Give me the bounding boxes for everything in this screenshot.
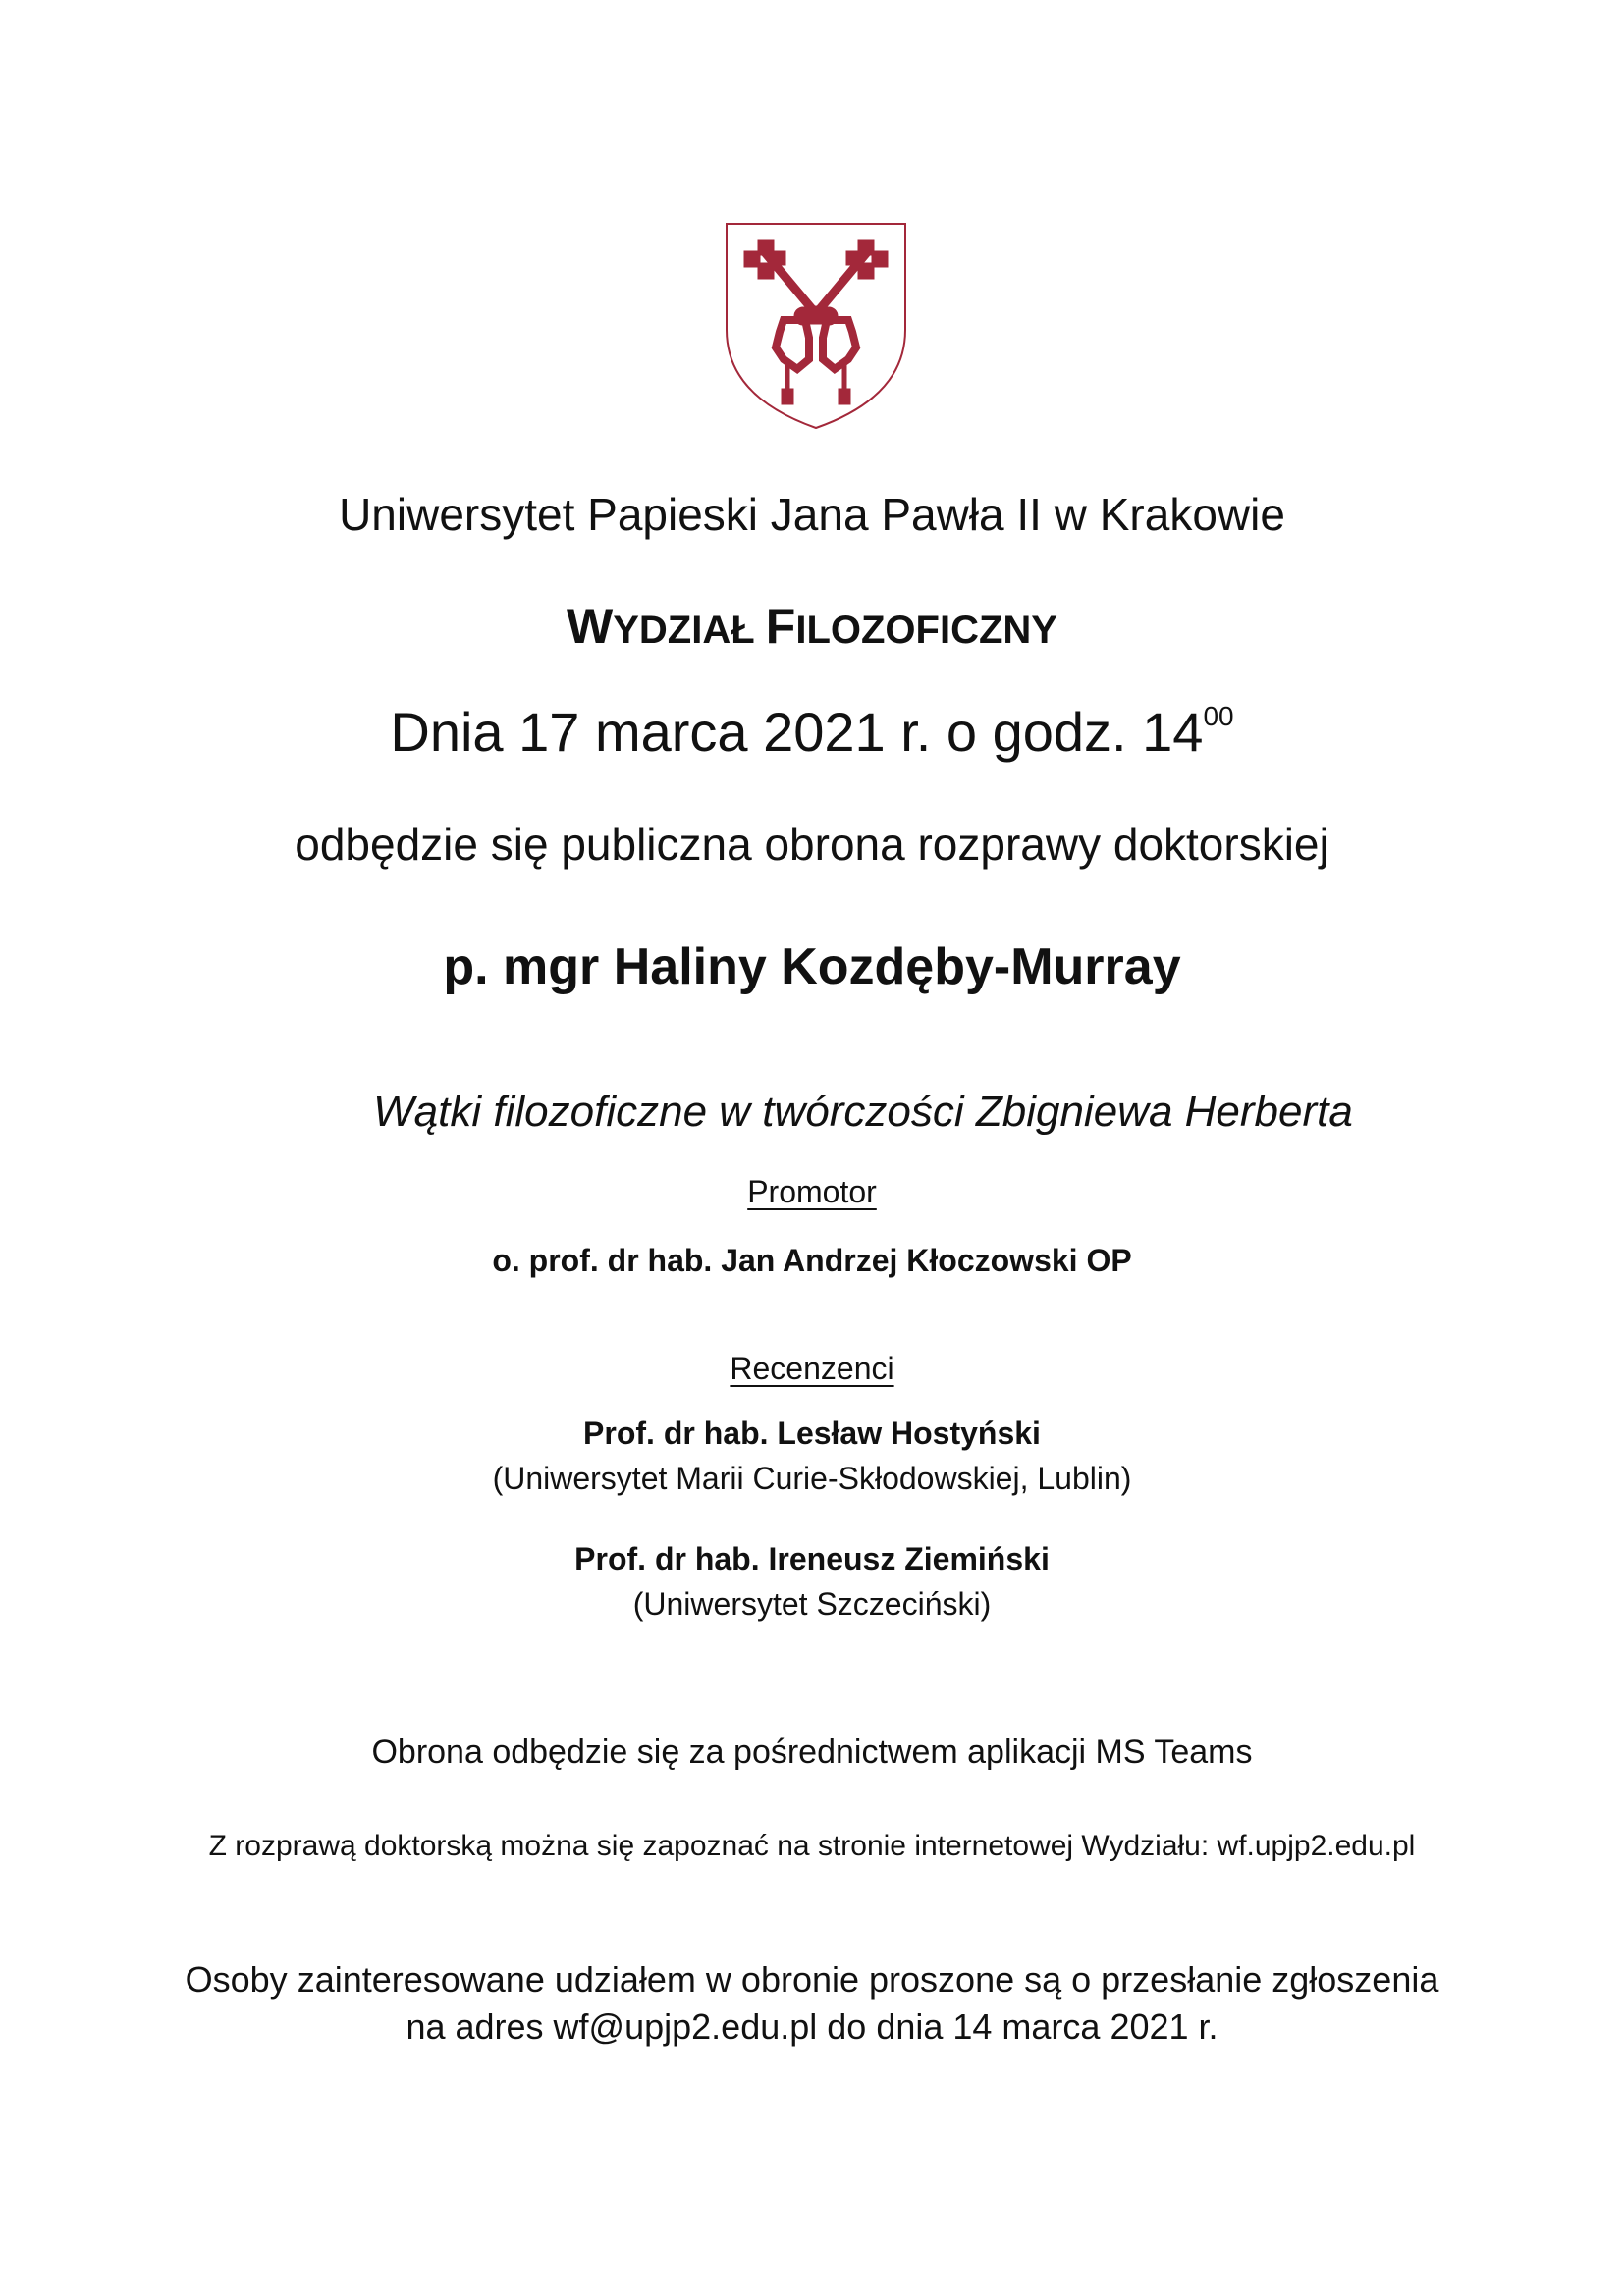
faculty-name [0,599,1624,656]
online-defense-note: Obrona odbędzie się za pośrednictwem aplikacji MS Teams [371,1734,1253,1771]
thesis-title: Wątki filozoficzne w twórczości Zbigniewa Herberta [373,1088,1353,1136]
defense-hour-superscript: 00 [1203,701,1234,732]
defense-date-text: Dnia 17 marca 2021 r. o godz. 14 [390,701,1204,763]
reviewers-heading: Recenzenci [730,1351,894,1386]
announcement-text: odbędzie się publiczna obrona rozprawy doktorskiej [295,819,1329,870]
university-name: Uniwersytet Papieski Jana Pawła II w Krakowie [339,489,1285,540]
thesis-access-note: Z rozprawą doktorską można się zapoznać na stronie internetowej Wydziału: wf.upjp2.edu.pl [208,1830,1416,1862]
reviewer-name: Prof. dr hab. Lesław Hostyński [583,1415,1041,1451]
registration-note-line1: Osoby zainteresowane udziałem w obronie proszone są o przesłanie zgłoszenia [185,1959,1439,2000]
faculty-name-text: WYDZIAŁ FILOZOFICZNY [567,599,1057,654]
reviewer-affiliation: (Uniwersytet Marii Curie-Skłodowskiej, Lublin) [492,1461,1132,1496]
candidate-name: p. mgr Haliny Kozdęby-Murray [443,938,1181,995]
promotor-heading: Promotor [747,1174,877,1209]
reviewer-affiliation: (Uniwersytet Szczeciński) [632,1586,992,1622]
university-coat-of-arms-icon [725,222,907,430]
promotor-name: o. prof. dr hab. Jan Andrzej Kłoczowski OP [492,1243,1132,1278]
defense-date [0,701,1624,764]
registration-note-line2: na adres wf@upjp2.edu.pl do dnia 14 marca 2021 r. [406,2006,1218,2047]
reviewer-name: Prof. dr hab. Ireneusz Ziemiński [574,1541,1050,1576]
